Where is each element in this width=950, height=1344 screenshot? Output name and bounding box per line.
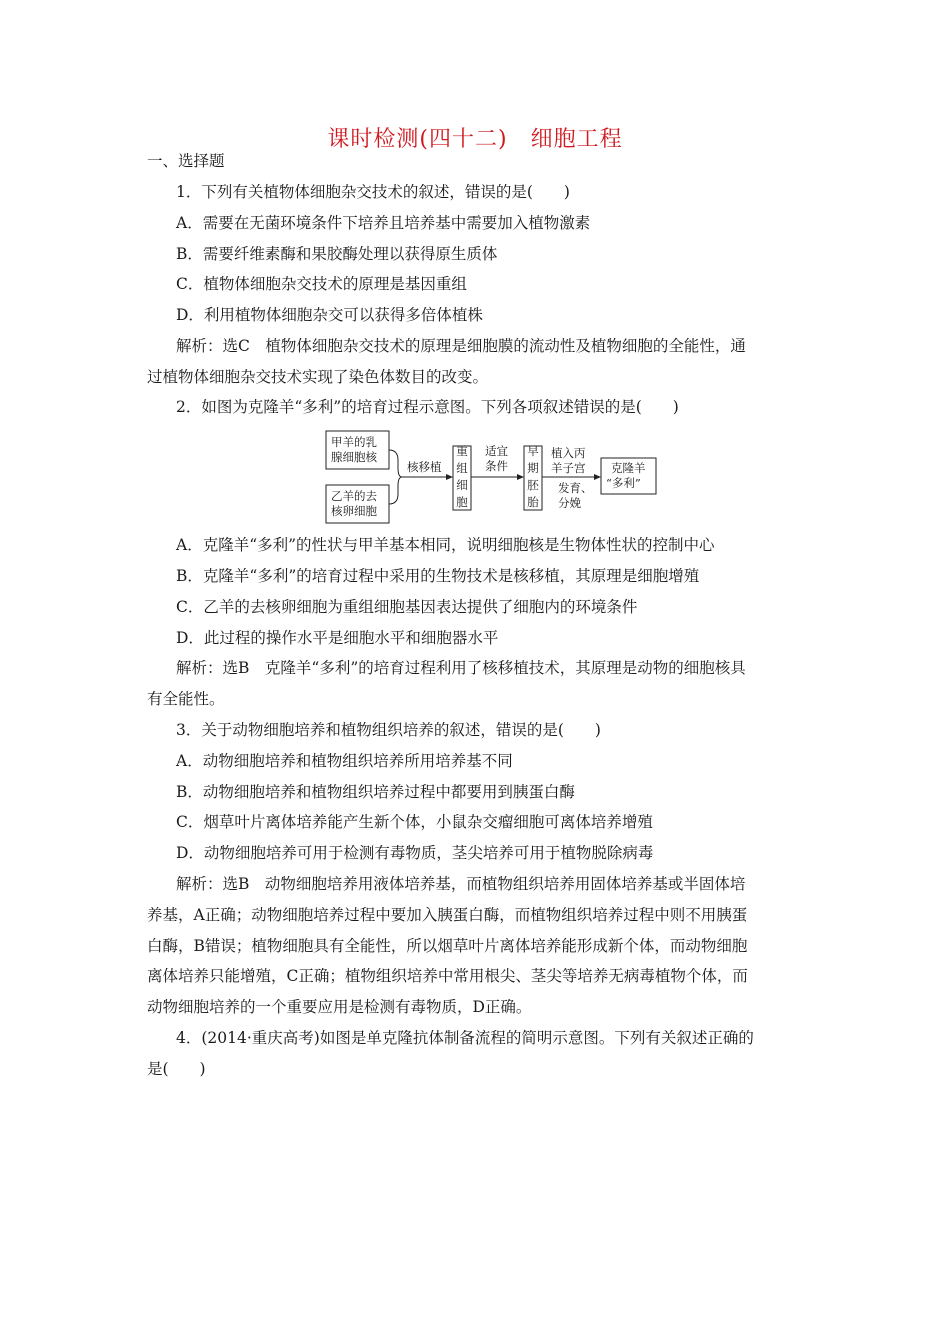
page-title: 课时检测(四十二) 细胞工程 — [327, 127, 623, 152]
question-2-option-a: A．克隆羊“多利”的性状与甲羊基本相同，说明细胞核是生物体性状的控制中心 — [176, 536, 715, 554]
box2-line2: 核卵细胞 — [331, 504, 377, 518]
box1-line2: 腺细胞核 — [331, 450, 377, 464]
arrow2-label-line2: 条件 — [485, 459, 508, 473]
box5-line1: 克隆羊 — [611, 461, 646, 475]
cloning-flow-diagram — [322, 428, 662, 528]
box1-line1: 甲羊的乳 — [331, 435, 377, 449]
arrow3-top-line1: 植入丙 — [551, 446, 586, 460]
question-3-option-d: D．动物细胞培养可用于检测有毒物质，茎尖培养可用于植物脱除病毒 — [176, 844, 654, 862]
question-3-analysis-line-5: 动物细胞培养的一个重要应用是检测有毒物质，D正确。 — [147, 998, 532, 1016]
box3-label: 重组细胞 — [456, 444, 468, 509]
question-1-option-c: C．植物体细胞杂交技术的原理是基因重组 — [176, 275, 467, 293]
question-3-option-b: B．动物细胞培养和植物组织培养过程中都要用到胰蛋白酶 — [176, 783, 575, 801]
question-2-option-d: D．此过程的操作水平是细胞水平和细胞器水平 — [176, 629, 499, 647]
arrow3-bottom-line2: 分娩 — [558, 496, 581, 510]
question-3-analysis-line-2: 养基，A正确；动物细胞培养过程中要加入胰蛋白酶，而植物组织培养过程中则不用胰蛋 — [147, 906, 748, 924]
question-1-analysis-line-1: 解析：选C 植物体细胞杂交技术的原理是细胞膜的流动性及植物细胞的全能性，通 — [176, 337, 746, 355]
section-heading: 一、选择题 — [147, 152, 225, 170]
question-3-analysis-line-1: 解析：选B 动物细胞培养用液体培养基，而植物组织培养用固体培养基或半固体培 — [176, 875, 746, 893]
question-2-option-b: B．克隆羊“多利”的培育过程中采用的生物技术是核移植，其原理是细胞增殖 — [176, 567, 700, 585]
arrow3-bottom-line1: 发育、 — [558, 481, 593, 495]
question-2-stem: 2．如图为克隆羊“多利”的培育过程示意图。下列各项叙述错误的是( ) — [176, 398, 679, 416]
arrow3-top-line2: 羊子宫 — [551, 461, 586, 475]
question-1-stem: 1．下列有关植物体细胞杂交技术的叙述，错误的是( ) — [176, 183, 570, 201]
question-3-option-a: A．动物细胞培养和植物组织培养所用培养基不同 — [176, 752, 513, 770]
box5-line2: “多利” — [606, 476, 641, 490]
question-2-analysis-line-2: 有全能性。 — [147, 690, 225, 708]
question-3-option-c: C．烟草叶片离体培养能产生新个体，小鼠杂交瘤细胞可离体培养增殖 — [176, 813, 653, 831]
question-1-option-a: A．需要在无菌环境条件下培养且培养基中需要加入植物激素 — [176, 214, 591, 232]
question-1-option-d: D．利用植物体细胞杂交可以获得多倍体植株 — [176, 306, 483, 324]
question-4-stem-line-2: 是( ) — [147, 1060, 206, 1078]
arrow1-label: 核移植 — [407, 460, 442, 474]
question-2-option-c: C．乙羊的去核卵细胞为重组细胞基因表达提供了细胞内的环境条件 — [176, 598, 638, 616]
merge-brace — [389, 450, 402, 504]
question-2-analysis-line-1: 解析：选B 克隆羊“多利”的培育过程利用了核移植技术，其原理是动物的细胞核具 — [176, 659, 746, 677]
question-4-stem-line-1: 4．(2014·重庆高考)如图是单克隆抗体制备流程的简明示意图。下列有关叙述正确的 — [176, 1029, 754, 1047]
arrow2-label-line1: 适宜 — [485, 444, 508, 458]
box2-line1: 乙羊的去 — [331, 489, 377, 503]
question-1-option-b: B．需要纤维素酶和果胶酶处理以获得原生质体 — [176, 245, 498, 263]
box4-label: 早期胚胎 — [527, 444, 539, 509]
question-1-analysis-line-2: 过植物体细胞杂交技术实现了染色体数目的改变。 — [147, 368, 489, 386]
question-3-analysis-line-4: 离体培养只能增殖，C正确；植物组织培养中常用根尖、茎尖等培养无病毒植物个体，而 — [147, 967, 748, 985]
question-3-analysis-line-3: 白酶，B错误；植物细胞具有全能性，所以烟草叶片离体培养能形成新个体，而动物细胞 — [147, 937, 748, 955]
question-3-stem: 3．关于动物细胞培养和植物组织培养的叙述，错误的是( ) — [176, 721, 601, 739]
